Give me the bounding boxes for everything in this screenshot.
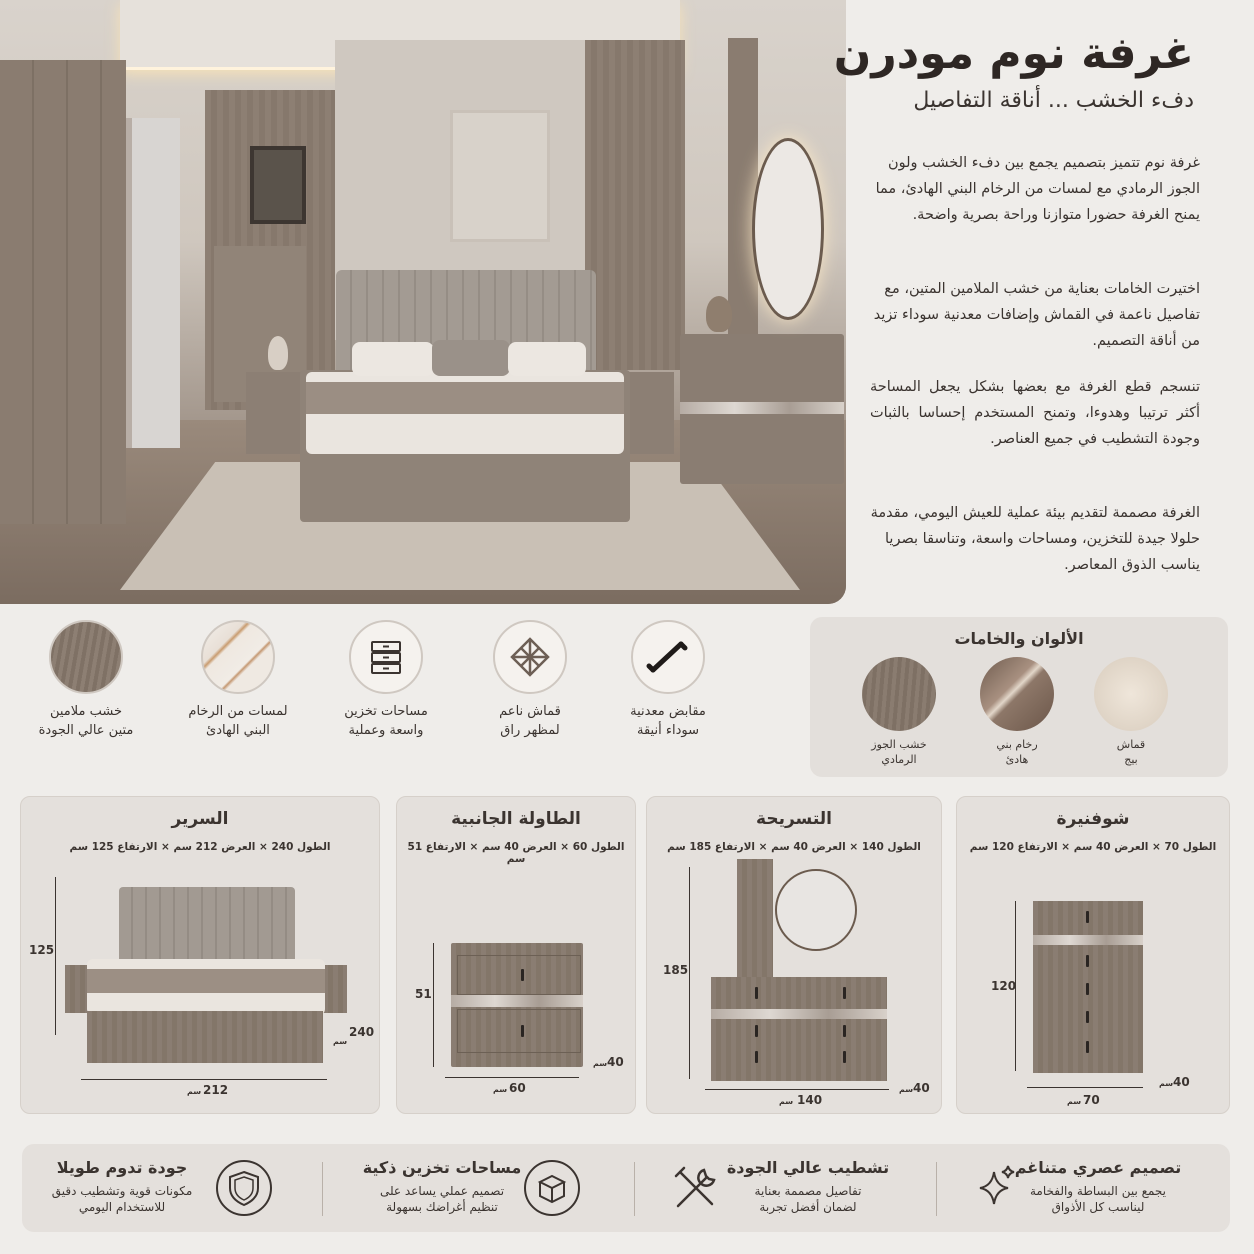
width-value: 70	[1083, 1093, 1100, 1107]
bottom-feature-title: تشطيب عالي الجودة	[726, 1158, 890, 1177]
pillow	[432, 340, 510, 376]
bottom-feature-desc: يجمع بين البساطة والفخامة	[1029, 1184, 1167, 1198]
bottom-feature-title: جودة تدوم طويلا	[56, 1158, 188, 1177]
width-line	[1027, 1087, 1143, 1088]
unit-label: سم	[187, 1087, 202, 1096]
wall-art	[450, 110, 550, 242]
description-paragraph: الغرفة مصممة لتقديم بيئة عملية للعيش اليومي، مقدمة حلولا جيدة للتخزين، ومساحات واسعة، وتناسقا بصريا يناسب الذوق المعاصر.	[870, 505, 1200, 573]
height-line	[433, 943, 434, 1067]
feature-label: خشب ملامين	[49, 704, 123, 719]
bed-throw	[87, 969, 325, 993]
width-line	[445, 1077, 579, 1078]
handle	[1086, 1011, 1089, 1023]
card-dimensions: الطول 140 × العرض 40 سم × الارتفاع 185 سم	[667, 841, 921, 853]
width-line	[81, 1079, 327, 1080]
swatch-label: بيج	[1124, 753, 1138, 766]
swatch-label: خشب الجوز	[871, 738, 927, 751]
handle	[843, 1051, 846, 1063]
pillow	[352, 342, 434, 376]
bottom-feature-desc: تفاصيل مصممة بعناية	[754, 1184, 862, 1198]
card-title: السرير	[171, 809, 229, 829]
card-dimensions: الطول 70 × العرض 40 سم × الارتفاع 120 سم	[969, 841, 1217, 853]
height-line	[55, 877, 56, 1035]
shield-icon	[214, 1158, 274, 1218]
height-value: 125	[29, 943, 55, 957]
unit-label: سم	[333, 1037, 348, 1046]
card-dresser	[646, 796, 942, 1114]
swatch-color	[980, 657, 1054, 731]
marble-texture-icon	[201, 620, 275, 694]
box-icon	[522, 1158, 582, 1218]
swatch-fabric	[1086, 657, 1176, 767]
wardrobe	[0, 60, 126, 524]
round-mirror	[752, 138, 824, 320]
bottom-feature-desc: تصميم عملي يساعد على	[379, 1184, 505, 1198]
swatch-label: الرمادي	[881, 753, 917, 766]
feature-label: لمسات من الرخام	[188, 704, 288, 719]
colors-title: الألوان والخامات	[954, 629, 1084, 648]
vase	[706, 296, 732, 332]
handle	[1086, 1041, 1089, 1053]
fabric-weave-icon	[493, 620, 567, 694]
height-value: 120	[991, 979, 1017, 993]
handle	[521, 1025, 524, 1037]
mirror-panel	[728, 38, 758, 338]
height-value: 185	[663, 963, 689, 977]
dresser-marble-strip	[680, 402, 844, 414]
depth-value: 40	[1173, 1075, 1190, 1089]
bottom-features-bar	[22, 1144, 1230, 1232]
bed-base	[87, 1011, 323, 1063]
bottom-feature-durability	[32, 1158, 212, 1215]
card-title: الطاولة الجانبية	[451, 809, 581, 829]
handle	[755, 1025, 758, 1037]
handle	[755, 1051, 758, 1063]
swatch-color	[1094, 657, 1168, 731]
description-paragraph: تنسجم قطع الغرفة مع بعضها بشكل يجعل المساحة أكثر ترتيبا وهدوءا، وتمنح المستخدم إحساسا بالثبات وجودة التشطيب في جميع العناصر.	[870, 379, 1200, 447]
bottom-feature-title: تصميم عصري متناغم	[1014, 1158, 1182, 1177]
feature-handles	[598, 620, 738, 740]
bed-throw	[306, 382, 624, 414]
dresser-marble-strip	[711, 1009, 887, 1019]
bottom-feature-title: مساحات تخزين ذكية	[362, 1158, 522, 1177]
swatch-walnut	[854, 657, 944, 767]
card-bed	[20, 796, 380, 1114]
handle	[755, 987, 758, 999]
width-value: 212	[203, 1083, 229, 1097]
unit-label: سم	[779, 1097, 794, 1106]
tools-icon	[666, 1158, 726, 1218]
width-value: 140	[797, 1093, 823, 1107]
swatch-color	[862, 657, 936, 731]
card-nightstand	[396, 796, 636, 1114]
card-dimensions: الطول 240 × العرض 212 سم × الارتفاع 125 سم	[69, 841, 331, 853]
bottom-feature-desc: للاستخدام اليومي	[78, 1200, 166, 1214]
colors-materials-panel	[810, 617, 1228, 777]
height-value: 51	[415, 987, 432, 1001]
description-paragraph: اختيرت الخامات بعناية من خشب الملامين المتين، مع تفاصيل ناعمة في القماش وإضافات معدنية سوداء تزيد من أناقة التصميم.	[873, 281, 1200, 349]
depth-value: 40	[607, 1055, 624, 1069]
divider	[634, 1162, 635, 1216]
nightstand-drawer	[457, 1009, 581, 1053]
nightstand-drawer	[457, 955, 581, 995]
feature-label: متين عالي الجودة	[38, 723, 134, 738]
swatch-label: رخام بني	[996, 738, 1038, 751]
page-subtitle: دفء الخشب ... أناقة التفاصيل	[913, 88, 1194, 113]
dresser-body	[711, 977, 887, 1081]
unit-label: سم	[899, 1085, 914, 1094]
swatch-label: قماش	[1116, 738, 1146, 751]
card-title: التسريحة	[756, 809, 832, 829]
unit-label: سم	[1067, 1097, 1082, 1106]
depth-value: 240	[349, 1025, 375, 1039]
bottom-feature-desc: ليناسب كل الأذواق	[1051, 1200, 1145, 1214]
sparkle-icon	[964, 1158, 1024, 1218]
wood-texture-icon	[49, 620, 123, 694]
handle	[843, 1025, 846, 1037]
width-value: 60	[509, 1081, 526, 1095]
bottom-feature-finish	[718, 1158, 898, 1215]
drawers-icon	[349, 620, 423, 694]
width-line	[705, 1089, 889, 1090]
mirror-panel	[737, 859, 773, 979]
handle	[521, 969, 524, 981]
feature-label: لمظهر راق	[500, 723, 560, 738]
feature-label: مساحات تخزين	[344, 704, 428, 719]
handle	[1086, 911, 1089, 923]
handle	[1086, 955, 1089, 967]
wardrobe-glass-door	[126, 118, 180, 448]
handle	[843, 987, 846, 999]
feature-label: مقابض معدنية	[630, 704, 706, 719]
height-line	[689, 867, 690, 1079]
bed-headboard	[119, 887, 295, 963]
page-title: غرفة نوم مودرن	[833, 28, 1194, 79]
feature-label: واسعة وعملية	[348, 723, 424, 738]
handle	[1086, 983, 1089, 995]
divider	[322, 1162, 323, 1216]
wall-frame	[250, 146, 306, 224]
wall-panel-right	[585, 40, 685, 370]
feature-label: البني الهادئ	[206, 723, 270, 738]
vase	[268, 336, 288, 370]
bedroom-photo	[0, 0, 846, 604]
feature-label: سوداء أنيقة	[637, 723, 699, 738]
card-dimensions: الطول 60 × العرض 40 سم × الارتفاع 51 سم	[407, 841, 625, 865]
bottom-feature-desc: لضمان أفضل تجربة	[759, 1200, 857, 1214]
metal-handle-icon	[631, 620, 705, 694]
bottom-feature-design	[1008, 1158, 1188, 1215]
card-chest	[956, 796, 1230, 1114]
feature-fabric	[460, 620, 600, 740]
feature-label: قماش ناعم	[499, 704, 561, 719]
unit-label: سم	[1159, 1079, 1174, 1088]
nightstand-marble-strip	[451, 995, 583, 1007]
bottom-feature-desc: تنظيم أغراضك بسهولة	[386, 1200, 498, 1214]
feature-marble	[168, 620, 308, 740]
divider	[936, 1162, 937, 1216]
swatch-label: هادئ	[1005, 753, 1029, 766]
pillow	[508, 342, 586, 376]
round-mirror	[775, 869, 857, 951]
card-title: شوفنيرة	[1056, 809, 1130, 829]
description-paragraph: غرفة نوم تتميز بتصميم يجمع بين دفء الخشب ولون الجوز الرمادي مع لمسات من الرخام البني الهادئ، مما يمنح الغرفة حضورا متوازنا وراحة بصرية واضحة.	[875, 155, 1200, 223]
bottom-feature-desc: مكونات قوية وتشطيب دقيق	[51, 1184, 193, 1198]
unit-label: سم	[593, 1059, 608, 1068]
feature-storage	[316, 620, 456, 740]
unit-label: سم	[493, 1085, 508, 1094]
depth-value: 40	[913, 1081, 930, 1095]
feature-wood	[16, 620, 156, 740]
bottom-feature-storage	[352, 1158, 532, 1215]
swatch-marble	[972, 657, 1062, 767]
chest-marble-strip	[1033, 935, 1143, 945]
